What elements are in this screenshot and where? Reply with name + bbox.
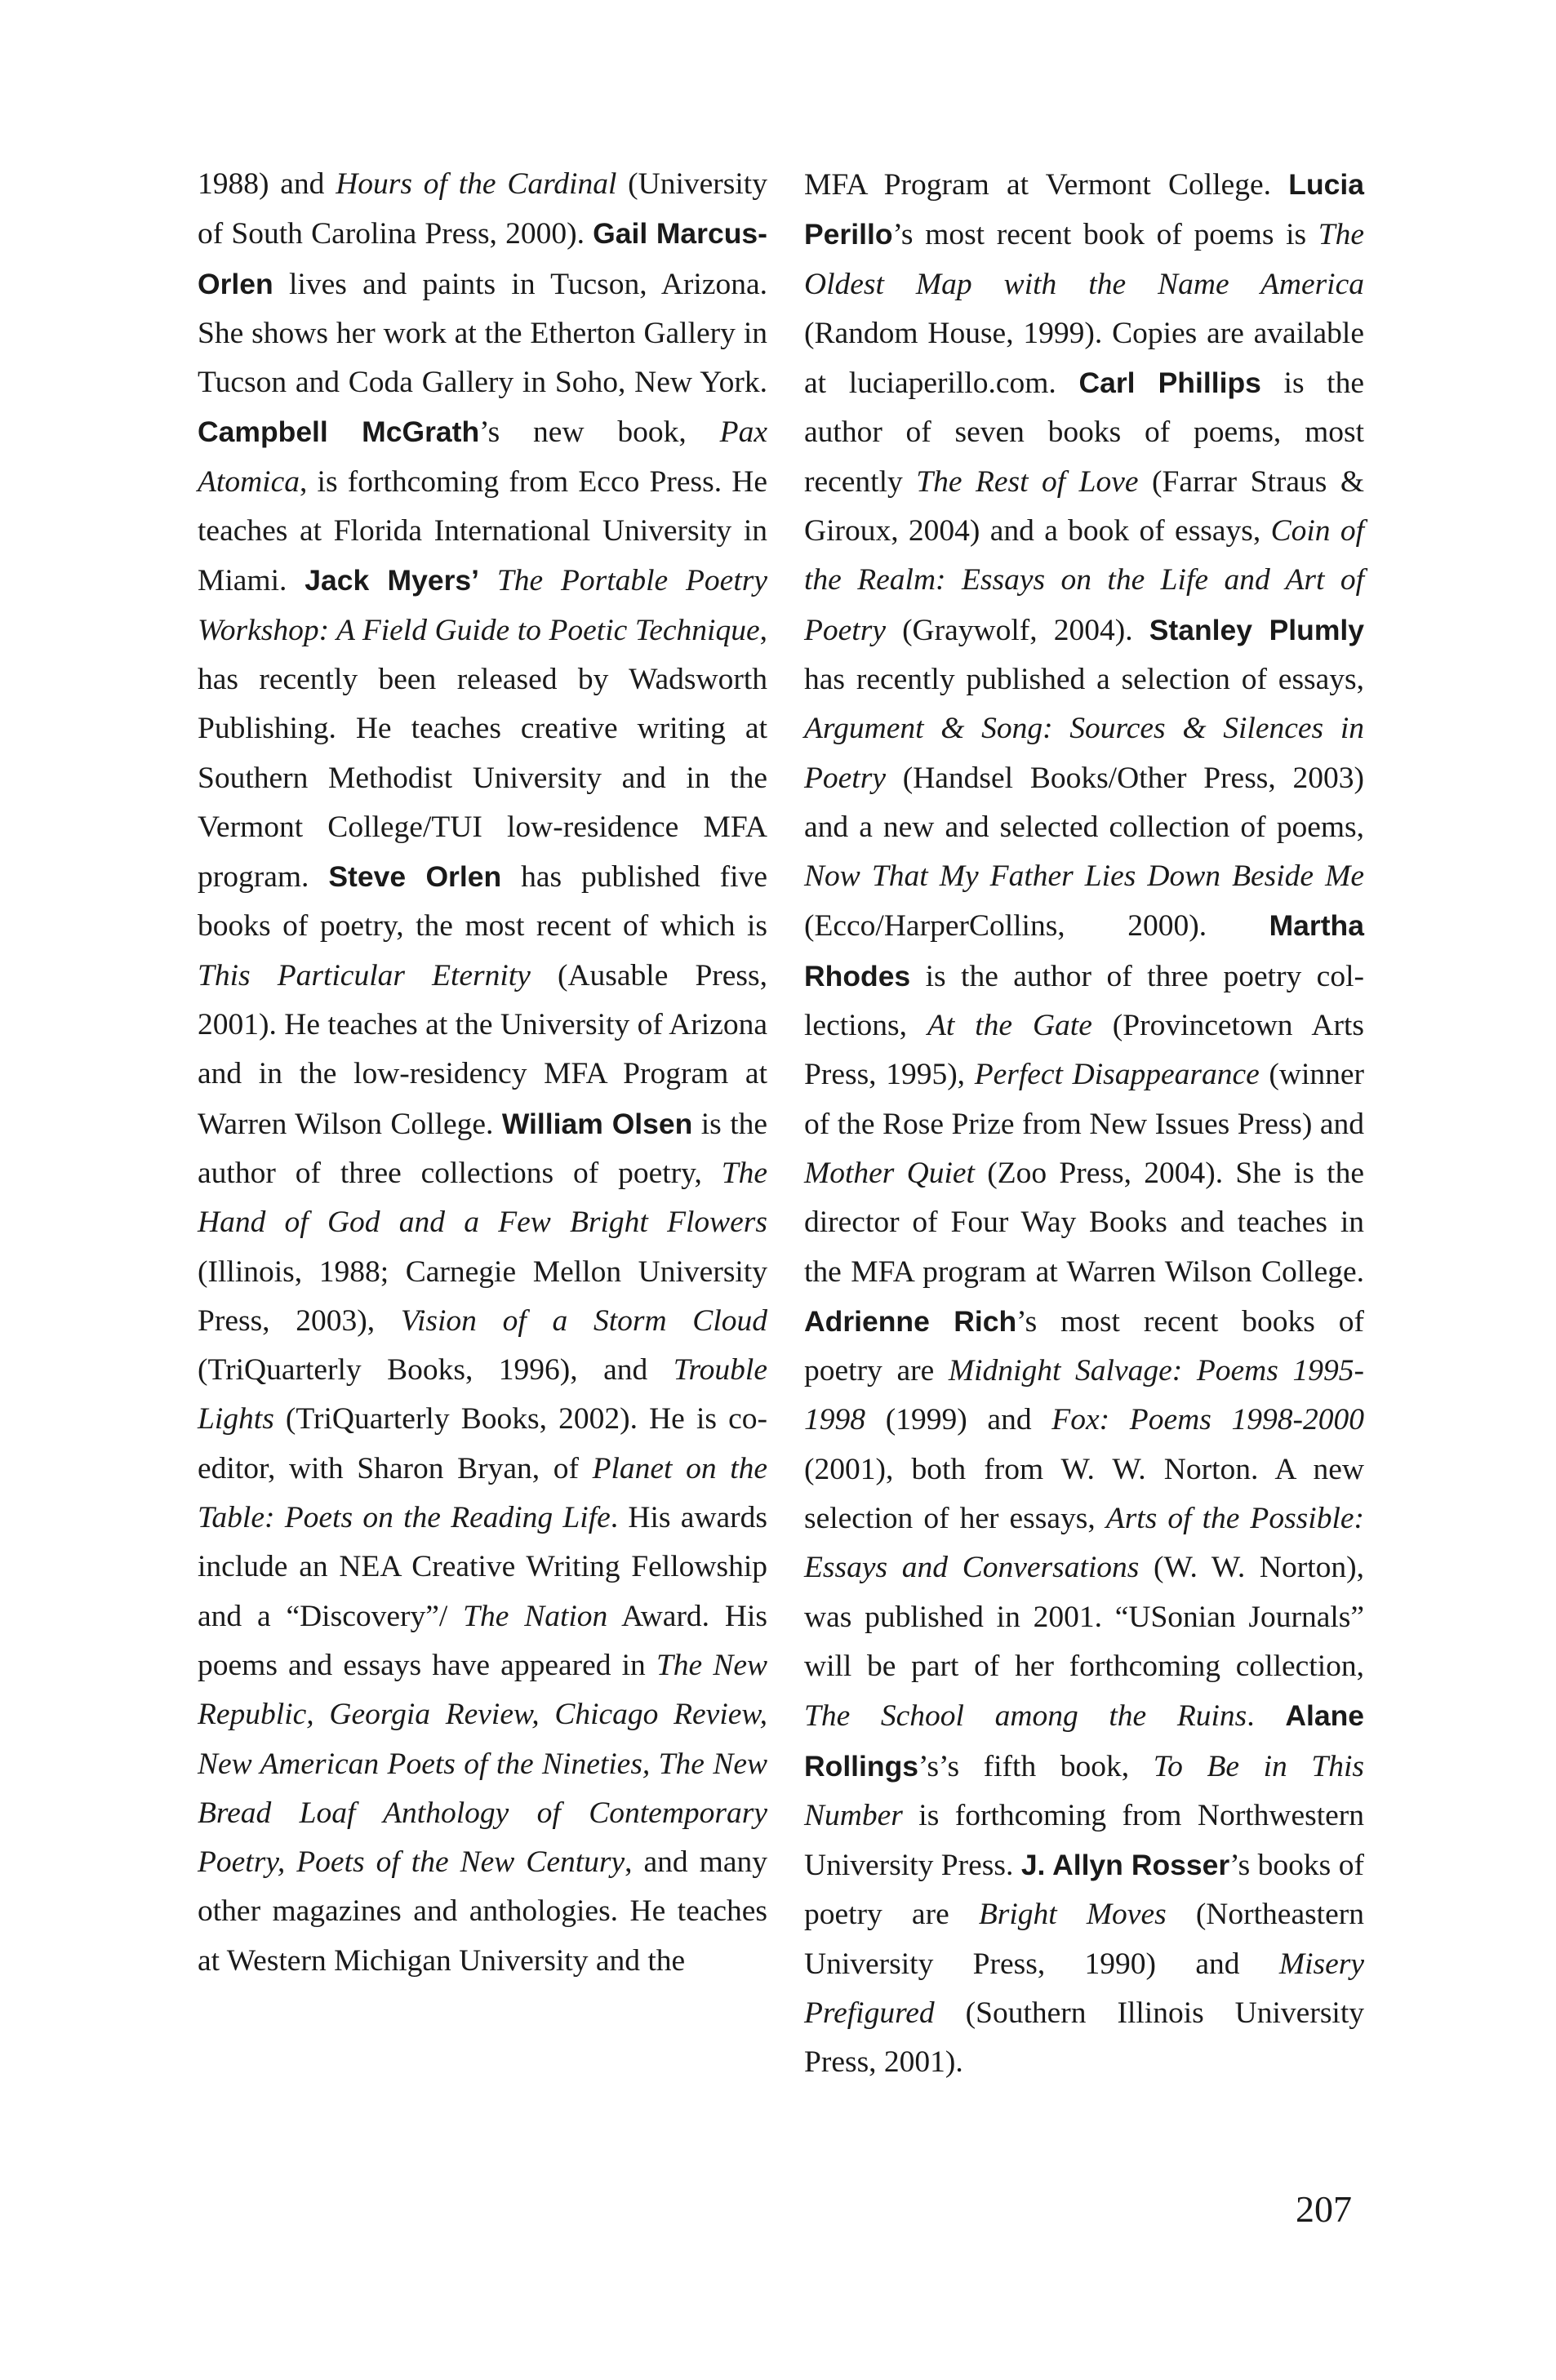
body-text: (winner of the Rose Prize from New Issues Press) and (804, 1058, 1364, 1141)
work-title: Argument & Song: Sources & Silences in Poetry (804, 712, 1364, 795)
body-text: lives and paints in Tucson, Arizona. She shows her work at the Etherton Gallery in Tucson and Coda Gallery in Soho, New York. (198, 267, 767, 400)
work-title: Fox: Poems 1998-2000 (1051, 1403, 1364, 1437)
body-text: , is forthcoming from Ecco Press. He teaches at Florida International University in Miami. (198, 464, 767, 598)
body-text: ’s new book, (479, 415, 720, 450)
body-text: ’s most recent book of poems is (892, 218, 1318, 252)
body-text: (Random House, 1999). Copies are available at luciaperillo.com. (804, 316, 1364, 401)
work-title: Misery Prefigured (804, 1947, 1364, 2030)
work-title: Trouble Lights (198, 1353, 767, 1436)
body-text: is the author of three poetry collections, (804, 959, 1364, 1043)
work-title: Arts of the Possible: Essays and Conversations (804, 1502, 1364, 1585)
page-number: 207 (1296, 2188, 1352, 2230)
body-text: (Ausable Press, 2001). He teaches at the University of Arizona and in the low-residency MFA Program at Warren Wilson College. (198, 958, 767, 1141)
contributor-name: Carl Phillips (1078, 366, 1261, 400)
work-title: Coin of the Realm: Essays on the Life and Art of Poetry (804, 514, 1364, 647)
body-text: ’s most recent books of poetry are (804, 1304, 1364, 1388)
body-text: is the author of three collections of poetry, (198, 1107, 768, 1190)
contributor-name: Adrienne Rich (804, 1304, 1017, 1338)
work-title: The School among the Ruins (804, 1699, 1247, 1734)
right-column (804, 160, 1364, 2088)
work-title: Pax Atomica (198, 415, 767, 499)
body-text (479, 564, 497, 597)
contributor-name: William Olsen (501, 1107, 693, 1140)
contributor-name: Lucia Perillo (804, 168, 1364, 251)
contributor-name: Gail Marcus-Orlen (198, 217, 767, 300)
work-title: The Oldest Map with the Name America (804, 218, 1364, 301)
work-title: Mother Quiet (804, 1156, 975, 1190)
body-text: MFA Program at Vermont College. (804, 168, 1289, 202)
body-text: . (1247, 1699, 1286, 1734)
contributor-name: Campbell McGrath (198, 415, 480, 449)
work-title: Planet on the Table: Poets on the Reading Life (198, 1451, 768, 1535)
body-text: (1999) and (865, 1403, 1052, 1437)
body-text: , and many other magazines and anthologies. He teaches at Western Michigan University and the (198, 1845, 767, 1978)
body-text: ’s books of poetry are (804, 1849, 1364, 1932)
body-text: (Northeastern University Press, 1990) and (804, 1898, 1364, 1981)
work-title: Perfect Disappearance (974, 1058, 1260, 1092)
body-text: has published five books of poetry, the most recent of which is (198, 860, 767, 944)
body-text: . His awards include an NEA Creative Writing Fellowship and a “Discovery”/ (198, 1501, 768, 1633)
work-title: This Particular Eternity (198, 958, 531, 992)
work-title: Vision of a Storm Cloud (400, 1303, 767, 1338)
body-text: (Handsel Books/Other Press, 2003) and a new and selected collection of poems, (804, 761, 1364, 844)
body-text: (Ecco/HarperCollins, 2000). (804, 909, 1269, 944)
body-text: (Southern Illinois University Press, 2001). (804, 1996, 1364, 2080)
work-title: Hours of the Cardinal (336, 167, 617, 201)
contributor-name: Alane Rollings (804, 1699, 1364, 1783)
body-text: (W. W. Norton), was published in 2001. “USonian Journals” will be part of her forthcoming collection, (804, 1551, 1364, 1683)
body-text: Award. His poems and essays have appeared in (198, 1599, 767, 1682)
body-text: has recently published a selection of essays, (804, 662, 1364, 696)
contributor-notes-left (198, 160, 767, 1986)
body-text: (2001), both from W. W. Norton. A new selection of her essays, (804, 1452, 1364, 1536)
contributor-name: J. Allyn Rosser (1020, 1849, 1230, 1882)
body-text: (Graywolf, 2004). (885, 613, 1149, 647)
work-title: The Nation (463, 1599, 608, 1633)
work-title: The Hand of God and a Few Bright Flowers (198, 1156, 767, 1240)
work-title: To Be in This Number (804, 1749, 1364, 1832)
body-text: (University of South Carolina Press, 2000). (198, 167, 767, 251)
contributor-name: Steve Orlen (328, 860, 502, 894)
work-title: Now That My Father Lies Down Beside Me (804, 859, 1364, 894)
contributor-name: Jack Myers’ (305, 564, 480, 597)
body-text: (Farrar Straus & Giroux, 2004) and a book of essays, (804, 464, 1364, 548)
body-text: (Provincetown Arts Press, 1995), (804, 1009, 1364, 1092)
work-title: The Rest of Love (916, 464, 1139, 499)
contributor-notes-right (804, 160, 1364, 2088)
body-text: (Illinois, 1988; Carnegie Mellon University Press, 2003), (198, 1254, 767, 1338)
work-title: The Portable Poetry Workshop: A Field Guide to Poetic Technique (198, 564, 767, 647)
work-title: At the Gate (927, 1009, 1092, 1043)
body-text: (Zoo Press, 2004). She is the director of Four Way Books and teaches in the MFA program at Warren Wilson College. (804, 1156, 1364, 1289)
work-title: Midnight Salvage: Poems 1995-1998 (804, 1354, 1365, 1437)
contributor-name: Martha Rhodes (804, 909, 1364, 992)
body-text: ’s’s fifth book, (918, 1749, 1154, 1783)
body-text: (TriQuarterly Books, 1996), and (198, 1353, 674, 1388)
left-column (198, 160, 767, 1986)
body-text: 1988) and (198, 167, 336, 201)
work-title: Bright Moves (978, 1898, 1167, 1932)
body-text: is the author of seven books of poems, most recently (804, 366, 1364, 499)
work-title: The New Republic, Georgia Review, Chicago Review, New American Poets of the Nineties, The New Bread Loaf Anthology of Contemporary Poetry, Poets of the New Century (198, 1648, 767, 1880)
contributor-name: Stanley Plumly (1149, 613, 1364, 646)
body-text: is forthcoming from Northwestern University Press. (804, 1798, 1364, 1883)
body-text: , has recently been released by Wadsworth Publishing. He teaches creative writing at Southern Methodist University and in the Vermont College/TUI low-residence MFA program. (198, 613, 767, 895)
body-text: (TriQuarterly Books, 2002). He is co-editor, with Sharon Bryan, of (198, 1402, 767, 1485)
